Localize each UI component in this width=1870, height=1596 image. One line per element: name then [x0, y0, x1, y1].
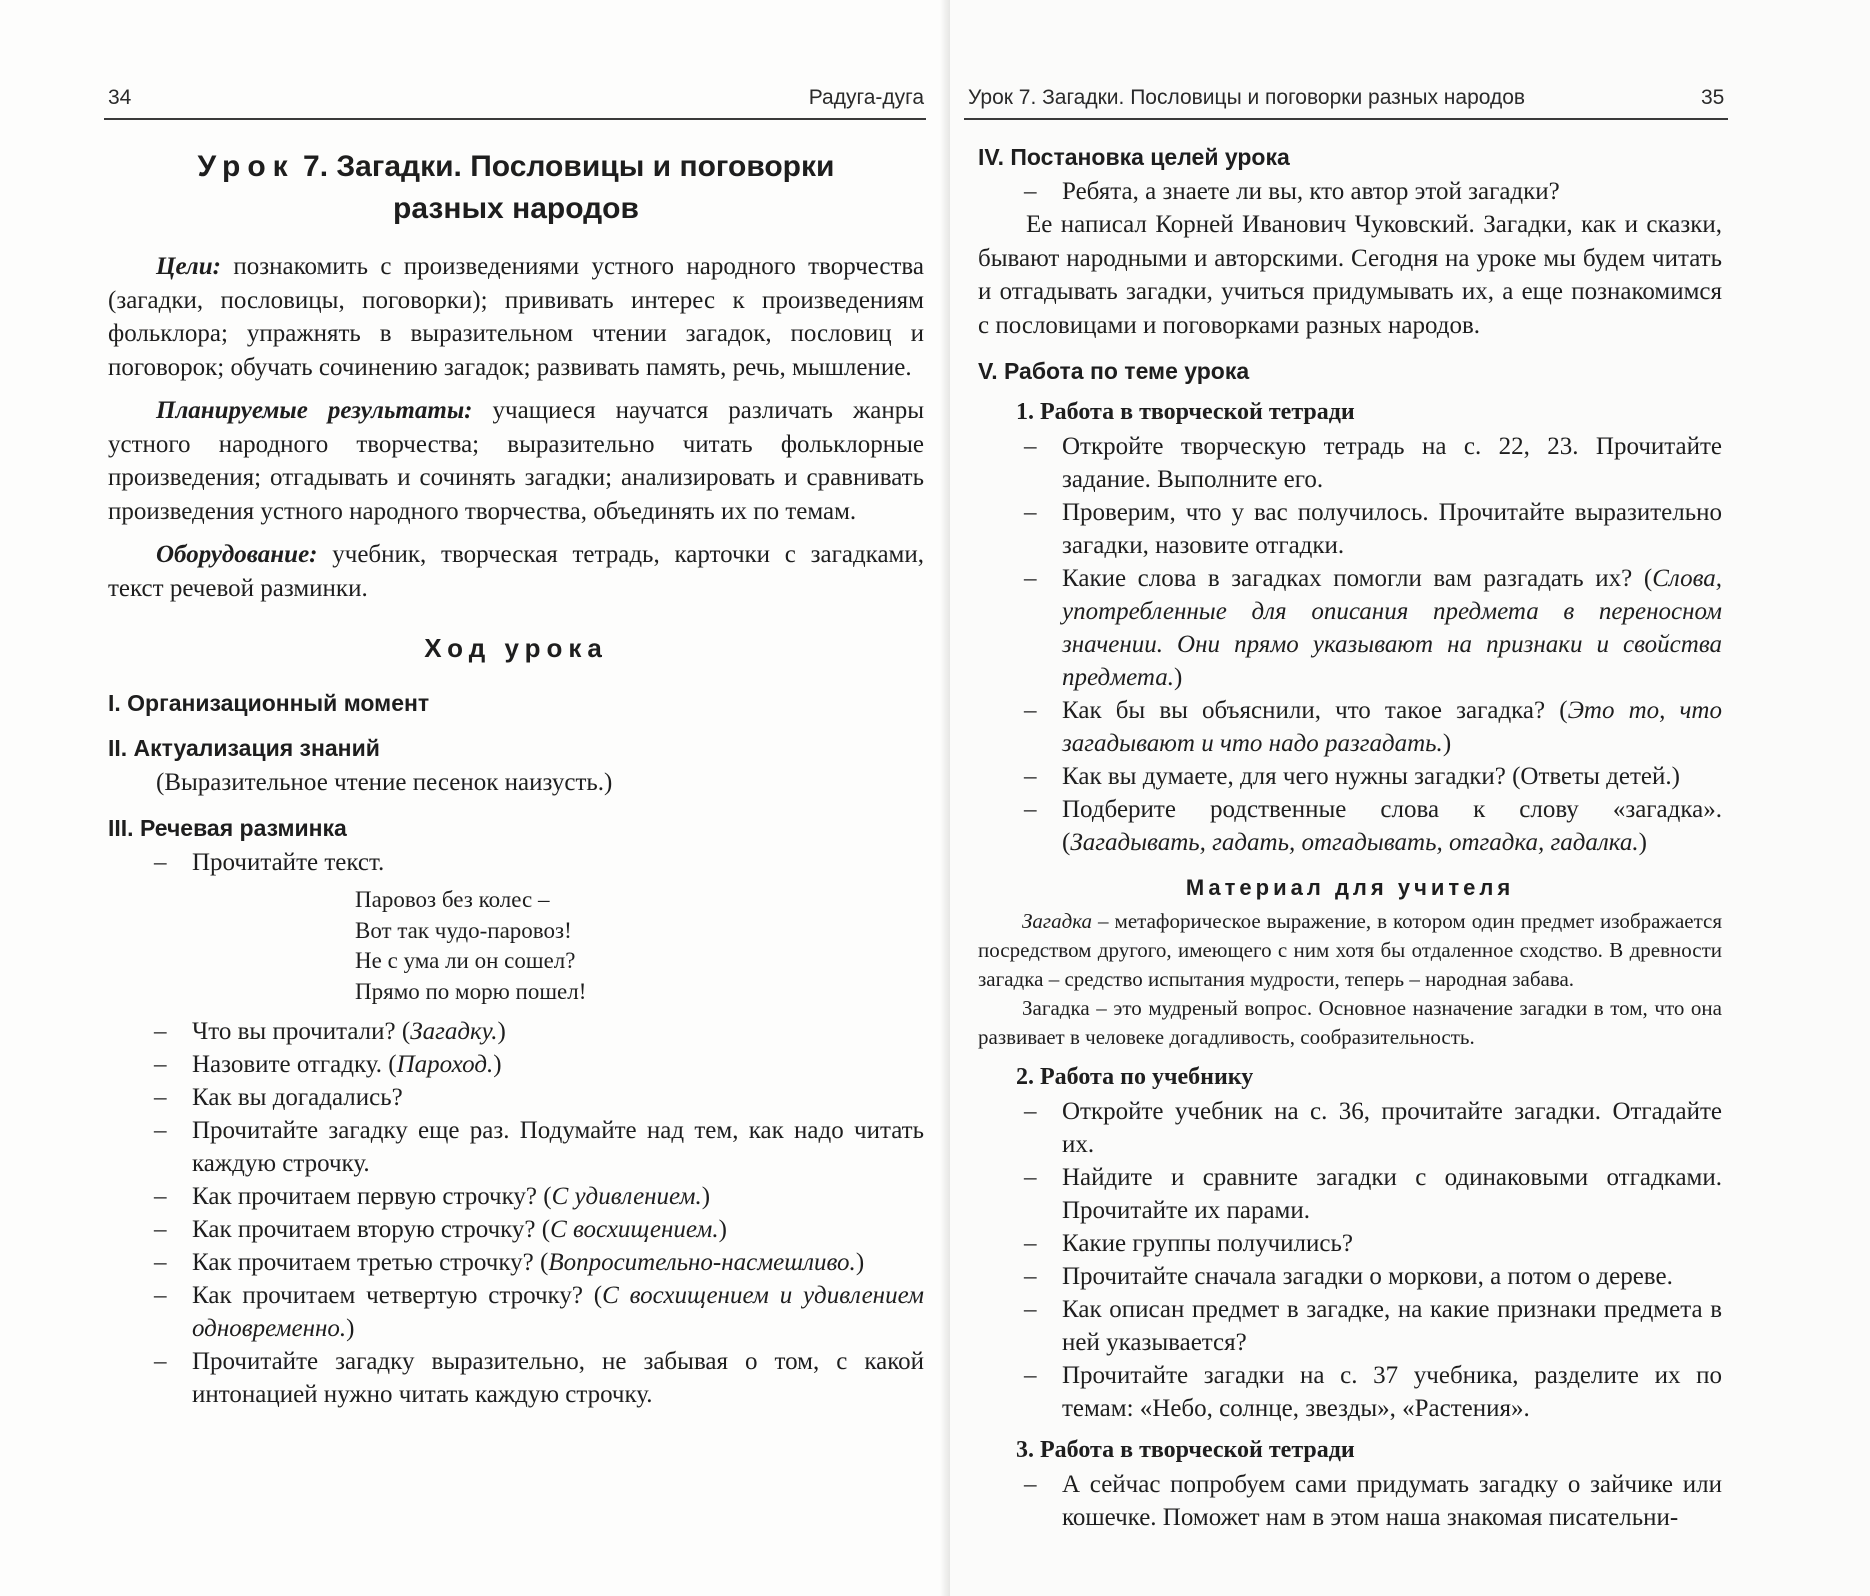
section-heading-3: III. Речевая разминка: [108, 815, 347, 841]
dialog-line: [108, 1015, 924, 1048]
dialog-line: [108, 1114, 924, 1180]
lesson-title: [108, 146, 924, 230]
dialog-text: Откройте творческую тетрадь на с. 22, 23. Прочитайте задание. Выполните его.: [1062, 433, 1722, 493]
running-head-left: Радуга-дуга: [808, 86, 924, 109]
dialog-text: Как прочитаем первую строчку? (: [192, 1183, 552, 1210]
dialog-answer: С удивлением.: [551, 1183, 702, 1210]
dialog-text: Какие группы получились?: [1062, 1230, 1353, 1257]
subsection-heading-2: 2. Работа по учебнику: [1016, 1064, 1254, 1090]
dialog-text: Прочитайте загадку еще раз. Подумайте над тем, как надо читать каждую строчку.: [192, 1117, 924, 1177]
dialog-answer: Вопросительно-насмешливо.: [548, 1249, 856, 1276]
dialog-line: [108, 1345, 924, 1411]
dash-mark: –: [1024, 178, 1037, 205]
page-number-left: 34: [108, 86, 132, 109]
dash-mark: –: [1024, 499, 1037, 526]
course-heading: Ход урока: [424, 633, 608, 663]
equipment-text: учебник, творческая тетрадь, карточки с загадками, текст речевой разминки.: [108, 541, 924, 602]
section-heading-1: I. Организационный момент: [108, 690, 430, 716]
dialog-tail: ): [493, 1051, 502, 1078]
material-paragraph-2: Загадка – это мудреный вопрос. Основное назначение загадки в том, что она развивает в человеке догадливость, сообразительность.: [978, 996, 1722, 1049]
lesson-title-line1: 7. Загадки. Пословицы и поговорки: [294, 150, 835, 183]
sub2-dialog-list: [978, 1095, 1722, 1425]
dialog-tail: ): [497, 1018, 506, 1045]
dialog-tail: ): [1638, 829, 1647, 856]
dialog-text: Проверим, что у вас получилось. Прочитайте выразительно загадки, назовите отгадки.: [1062, 499, 1722, 559]
dash-mark: –: [154, 1348, 167, 1375]
dialog-line: [978, 1260, 1722, 1293]
dialog-text: Прочитайте текст.: [192, 849, 385, 876]
lesson-title-word: Урок: [197, 150, 295, 183]
right-page: [950, 0, 1870, 1596]
dash-mark: –: [1024, 763, 1037, 790]
teacher-material-heading: Материал для учителя: [1185, 875, 1515, 900]
poem-line: Не с ума ли он сошел?: [355, 948, 576, 973]
subsection-heading-3: 3. Работа в творческой тетради: [1016, 1437, 1355, 1463]
dialog-tail: ): [718, 1216, 727, 1243]
left-dialog-list: [108, 1015, 924, 1411]
dash-mark: –: [1024, 1098, 1037, 1125]
results-text: учащиеся научатся различать жанры устного народного творчества; выразительно читать фольклорные произведения; отгадывать и сочинять загадки; анализировать и сравнивать произведения устного народного творчества, объединять их по темам.: [108, 397, 924, 525]
dash-mark: –: [154, 1216, 167, 1243]
dialog-text: Как вы думаете, для чего нужны загадки? (Ответы детей.): [1062, 763, 1680, 790]
dialog-text: Как прочитаем третью строчку? (: [192, 1249, 549, 1276]
dialog-line: [978, 496, 1722, 562]
dialog-answer: Это то, что загадывают и что надо разгадать.: [1062, 697, 1722, 757]
dialog-line: [978, 694, 1722, 760]
dialog-text: Какие слова в загадках помогли вам разгадать их? (: [1062, 565, 1653, 592]
dash-mark: –: [1024, 433, 1037, 460]
dialog-text: Подберите родственные слова к слову «загадка». (: [1062, 796, 1722, 856]
dash-mark: –: [154, 1051, 167, 1078]
dialog-text: Прочитайте сначала загадки о моркови, а потом о дереве.: [1062, 1263, 1673, 1290]
dialog-line: [978, 793, 1722, 859]
dialog-line: [978, 430, 1722, 496]
subsection-heading-1: 1. Работа в творческой тетради: [1016, 399, 1355, 425]
dialog-line: [978, 760, 1722, 793]
goals-text: познакомить с произведениями устного народного творчества (загадки, пословицы, поговорки); прививать интерес к произведениям фольклора; упражнять в выразительном чтении загадок, пословиц и поговорок; обучать сочинению загадок; развивать память, речь, мышление.: [108, 253, 924, 381]
material-term: Загадка: [1022, 909, 1093, 933]
dialog-line: [978, 1095, 1722, 1161]
goals-label: Цели:: [156, 253, 221, 280]
material-paragraph-1: [978, 907, 1722, 994]
section-heading-2: II. Актуализация знаний: [108, 735, 380, 761]
lesson-title-line2: разных народов: [393, 192, 639, 225]
dialog-text: Ребята, а знаете ли вы, кто автор этой загадки?: [1062, 178, 1560, 205]
dialog-tail: ): [701, 1183, 711, 1210]
dialog-text: Как прочитаем вторую строчку? (: [192, 1216, 551, 1243]
dialog-text: Как прочитаем четвертую строчку? (: [192, 1282, 603, 1309]
dialog-tail: ): [1442, 730, 1452, 757]
dialog-text: Прочитайте загадку выразительно, не забывая о том, с какой интонацией нужно читать каждую строчку.: [192, 1348, 924, 1408]
dialog-line: [978, 1293, 1722, 1359]
dash-mark: –: [1024, 1362, 1037, 1389]
dialog-text: Прочитайте загадки на с. 37 учебника, разделите их по темам: «Небо, солнце, звезды», «Растения».: [1062, 1362, 1722, 1422]
left-page-content: [108, 142, 924, 1411]
dialog-line: [108, 846, 924, 879]
dash-mark: –: [154, 1282, 167, 1309]
dash-mark: –: [1024, 1164, 1037, 1191]
dialog-line: [108, 1048, 924, 1081]
poem-line: Прямо по морю пошел!: [355, 978, 587, 1004]
results-paragraph: [108, 394, 924, 528]
dash-mark: –: [1024, 1263, 1037, 1290]
dialog-line: [978, 1227, 1722, 1260]
goals-paragraph: [108, 250, 924, 384]
dialog-text: А сейчас попробуем сами придумать загадку о зайчике или кошечке. Поможет нам в этом наша знакомая писательни-: [1062, 1471, 1722, 1531]
dialog-line: [978, 1161, 1722, 1227]
dash-mark: –: [154, 1183, 167, 1210]
dash-mark: –: [154, 849, 167, 876]
right-page-content: [978, 142, 1722, 1534]
dash-mark: –: [1024, 1230, 1037, 1257]
dash-mark: –: [154, 1018, 167, 1045]
dialog-answer: С восхищением и удивлением одновременно.: [192, 1282, 925, 1342]
material-definition: – метафорическое выражение, в котором один предмет изображается посредством другого, имеющего с ним хотя бы отдаленное сходство. В древности загадка – средство испытания мудрости, теперь – народная забава.: [978, 909, 1722, 991]
dash-mark: –: [1024, 697, 1037, 724]
dialog-tail: ): [346, 1315, 355, 1342]
poem-block: [355, 885, 924, 1007]
dialog-text: Как вы догадались?: [192, 1084, 403, 1111]
page-number-right: 35: [1701, 86, 1725, 109]
dialog-answer: С восхищением.: [550, 1216, 719, 1243]
dialog-answer: Слова, употребленные для описания предмета в переносном значении. Они прямо указывают на признаки и свойства предмета.: [1062, 565, 1722, 691]
dialog-line: [108, 1213, 924, 1246]
equipment-paragraph: [108, 538, 924, 605]
poem-line: Вот так чудо-паровоз!: [355, 917, 572, 943]
dash-mark: –: [1024, 796, 1037, 823]
results-label: Планируемые результаты:: [156, 397, 473, 424]
running-head-right: Урок 7. Загадки. Пословицы и поговорки разных народов: [968, 86, 1526, 109]
dialog-line: [978, 175, 1722, 208]
header-rule-right: [964, 118, 1728, 120]
dash-mark: –: [154, 1117, 167, 1144]
author-paragraph: Ее написал Корней Иванович Чуковский. Загадки, как и сказки, бывают народными и авторскими. Сегодня на уроке мы будем читать и отгадывать загадки, учиться придумывать их, а еще познакомимся с пословицами и поговорками разных народов.: [978, 211, 1722, 339]
dialog-text: Найдите и сравните загадки с одинаковыми отгадками. Прочитайте их парами.: [1062, 1164, 1722, 1224]
dash-mark: –: [1024, 1296, 1037, 1323]
dialog-text: Что вы прочитали? (: [192, 1018, 411, 1045]
dash-mark: –: [1024, 1471, 1037, 1498]
dialog-line: [978, 1359, 1722, 1425]
sub1-dialog-list: [978, 430, 1722, 859]
dialog-text: Как описан предмет в загадке, на какие признаки предмета в ней указывается?: [1062, 1296, 1722, 1356]
equipment-label: Оборудование:: [156, 541, 318, 568]
dialog-text: Назовите отгадку. (: [192, 1051, 397, 1078]
dialog-answer: Пароход.: [396, 1051, 494, 1078]
dash-mark: –: [154, 1249, 167, 1276]
dialog-tail: ): [1173, 664, 1183, 691]
dialog-line: [108, 1180, 924, 1213]
dialog-text: Как бы вы объяснили, что такое загадка? (: [1062, 697, 1568, 724]
dialog-answer: Загадку.: [410, 1018, 498, 1045]
dialog-text: Откройте учебник на с. 36, прочитайте загадки. Отгадайте их.: [1062, 1098, 1722, 1158]
dialog-tail: ): [855, 1249, 865, 1276]
dialog-line: [978, 1468, 1722, 1534]
dialog-line: [108, 1279, 924, 1345]
section-heading-4: IV. Постановка целей урока: [978, 144, 1290, 170]
dash-mark: –: [1024, 565, 1037, 592]
section2-text: (Выразительное чтение песенок наизусть.): [156, 769, 613, 796]
dash-mark: –: [154, 1084, 167, 1111]
dialog-line: [108, 1246, 924, 1279]
dialog-answer: Загадывать, гадать, отгадывать, отгадка, гадалка.: [1070, 829, 1639, 856]
dialog-line: [978, 562, 1722, 694]
header-rule-left: [104, 118, 926, 120]
dialog-line: [108, 1081, 924, 1114]
poem-line: Паровоз без колес –: [355, 887, 550, 912]
section-heading-5: V. Работа по теме урока: [978, 358, 1250, 384]
